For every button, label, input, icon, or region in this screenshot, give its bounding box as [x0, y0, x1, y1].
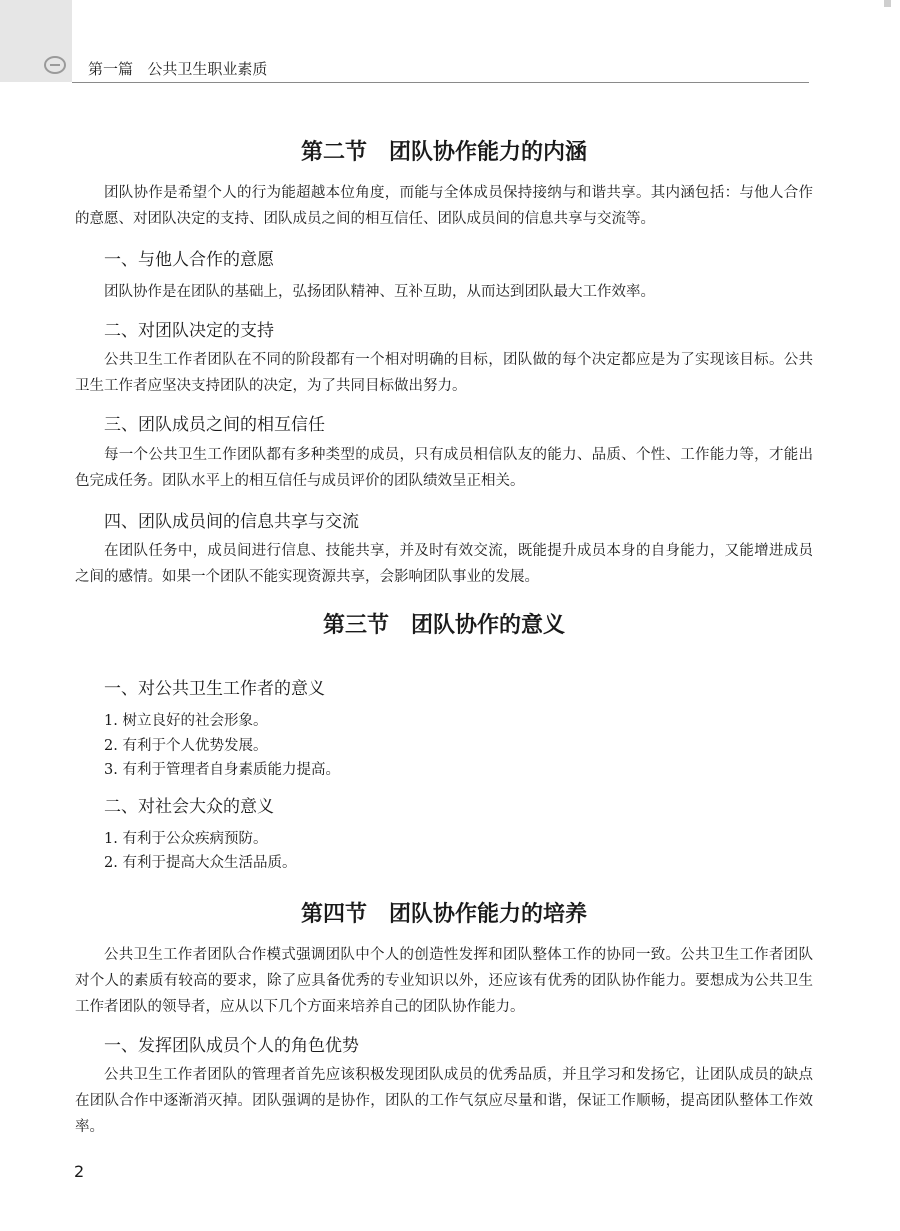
subsection-text: 公共卫生工作者团队在不同的阶段都有一个相对明确的目标，团队做的每个决定都应是为了实现该目标。公共卫生工作者应坚决支持团队的决定，为了共同目标做出努力。 [75, 352, 813, 394]
page-number: 2 [74, 1162, 85, 1181]
header-title: 公共卫生职业素质 [147, 60, 268, 78]
subsection-heading: 四、团队成员间的信息共享与交流 [104, 512, 359, 532]
subsection-heading: 一、与他人合作的意愿 [104, 250, 274, 270]
subsection-heading: 二、对团队决定的支持 [104, 321, 274, 341]
subsection-heading: 二、对社会大众的意义 [104, 797, 274, 817]
subsection-heading: 三、团队成员之间的相互信任 [104, 415, 325, 435]
subsection-text: 团队协作是在团队的基础上，弘扬团队精神、互补互助，从而达到团队最大工作效率。 [104, 284, 655, 300]
list-item: 1. 树立良好的社会形象。 [104, 713, 268, 729]
subsection-heading: 一、对公共卫生工作者的意义 [104, 679, 325, 699]
subsection-text: 公共卫生工作者团队的管理者首先应该积极发现团队成员的优秀品质，并且学习和发扬它，让团队成员的缺点在团队合作中逐渐消灭掉。团队强调的是协作，团队的工作气氛应尽量和谐，保证工作顺畅，提高团队整体工作效率。 [75, 1067, 813, 1135]
section-3-title: 第三节 团队协作的意义 [322, 612, 565, 638]
section-4-intro: 公共卫生工作者团队合作模式强调团队中个人的创造性发挥和团队整体工作的协同一致。公共卫生工作者团队对个人的素质有较高的要求，除了应具备优秀的专业知识以外，还应该有优秀的团队协作能力。要想成为公共卫生工作者团队的领导者，应从以下几个方面来培养自己的团队协作能力。 [75, 947, 813, 1015]
header-part: 第一篇 [88, 60, 134, 78]
list-item: 2. 有利于个人优势发展。 [104, 738, 268, 754]
list-item: 2. 有利于提高大众生活品质。 [104, 855, 297, 871]
subsection-heading: 一、发挥团队成员个人的角色优势 [104, 1036, 359, 1056]
list-item: 1. 有利于公众疾病预防。 [104, 831, 268, 847]
publisher-logo-icon [44, 56, 66, 74]
section-2-title: 第二节 团队协作能力的内涵 [300, 139, 587, 165]
running-header [88, 58, 267, 79]
list-item: 3. 有利于管理者自身素质能力提高。 [104, 762, 340, 778]
subsection-text: 每一个公共卫生工作团队都有多种类型的成员，只有成员相信队友的能力、品质、个性、工作能力等，才能出色完成任务。团队水平上的相互信任与成员评价的团队绩效呈正相关。 [75, 447, 813, 489]
header-rule [72, 82, 809, 83]
subsection-text: 在团队任务中，成员间进行信息、技能共享，并及时有效交流，既能提升成员本身的自身能力，又能增进成员之间的感情。如果一个团队不能实现资源共享，会影响团队事业的发展。 [75, 543, 813, 585]
corner-mark [884, 0, 891, 7]
section-4-title: 第四节 团队协作能力的培养 [300, 901, 587, 927]
section-2-intro: 团队协作是希望个人的行为能超越本位角度，而能与全体成员保持接纳与和谐共享。其内涵包括：与他人合作的意愿、对团队决定的支持、团队成员之间的相互信任、团队成员间的信息共享与交流等。 [75, 185, 813, 227]
